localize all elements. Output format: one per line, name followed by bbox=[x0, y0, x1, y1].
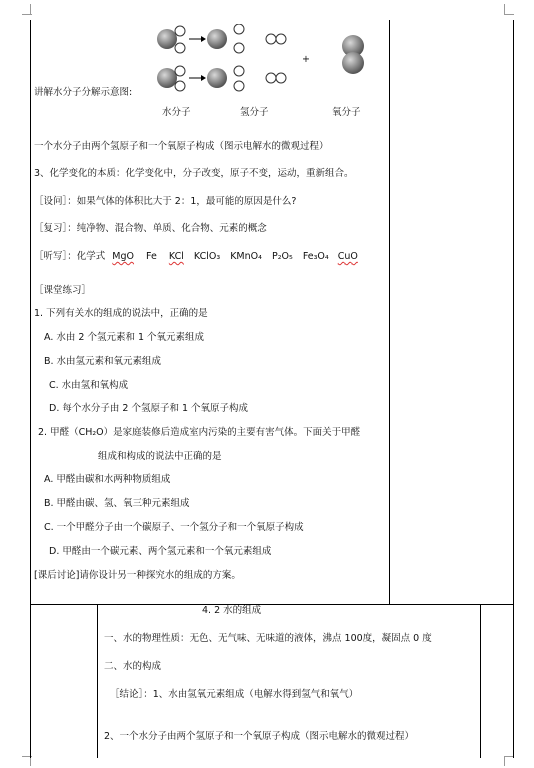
hydrogen-molecule bbox=[266, 34, 286, 44]
plus-sign: + bbox=[302, 54, 310, 65]
board-title: 4. 2 水的组成 bbox=[202, 605, 262, 616]
board-line: 二、水的构成 bbox=[104, 661, 162, 672]
crop-mark bbox=[504, 756, 505, 766]
text-line: 3、化学变化的本质：化学变化中，分子改变，原子不变，运动，重新组合。 bbox=[34, 168, 354, 179]
q2-option-b: B. 甲醛由碳、氢、氧三种元素组成 bbox=[44, 498, 190, 509]
formula: KCl bbox=[168, 251, 184, 262]
water-electrolysis-diagram bbox=[140, 24, 380, 102]
question-1-stem: 1. 下列有关水的组成的说法中，正确的是 bbox=[34, 308, 208, 319]
board-line: 一、水的物理性质：无色、无气味、无味道的液体，沸点 100度，凝固点 0 度 bbox=[104, 633, 432, 644]
label-oxygen-molecule: 氧分子 bbox=[332, 107, 361, 118]
q2-option-a: A. 甲醛由碳和水两种物质组成 bbox=[44, 474, 171, 485]
crop-mark bbox=[504, 14, 514, 15]
formula: MgO bbox=[112, 251, 135, 262]
oxygen-molecule bbox=[342, 35, 364, 74]
formula: P₂O₅ bbox=[271, 251, 293, 262]
arrow-icon bbox=[189, 75, 206, 81]
formula: Fe bbox=[146, 251, 157, 262]
water-molecule bbox=[207, 66, 244, 91]
text-line: 一个水分子由两个氢原子和一个氧原子构成（图示电解水的微观过程） bbox=[34, 141, 329, 152]
board-line: 2、一个水分子由两个氢原子和一个氧原子构成（图示电解水的微观过程） bbox=[104, 731, 415, 742]
crop-mark bbox=[504, 4, 505, 15]
text-line: ［复习］：纯净物、混合物、单质、化合物、元素的概念 bbox=[34, 223, 267, 234]
water-molecule bbox=[157, 26, 185, 53]
q1-option-c: C. 水由氢和氧构成 bbox=[49, 380, 129, 391]
crop-mark bbox=[30, 4, 31, 15]
board-line: ［结论］：1、水由氢氧元素组成（电解水得到氢气和氧气） bbox=[110, 689, 359, 700]
q1-option-d: D. 每个水分子由 2 个氢原子和 1 个氧原子构成 bbox=[49, 403, 249, 414]
q1-option-b: B. 水由氢元素和氧元素组成 bbox=[44, 356, 162, 367]
discussion-line: [课后讨论]请你设计另一种探究水的组成的方案。 bbox=[34, 570, 241, 581]
q2-option-d: D. 甲醛由一个碳元素、两个氢元素和一个氧元素组成 bbox=[49, 546, 272, 557]
question-2-stem: 2. 甲醛（CH₂O）是家庭装修后造成室内污染的主要有害气体。下面关于甲醛 bbox=[38, 427, 361, 438]
text-line: ［设问］：如果气体的体积比大于 2：1，最可能的原因是什么? bbox=[34, 196, 297, 207]
formula: KMnO₄ bbox=[230, 251, 262, 262]
hydrogen-molecule bbox=[266, 73, 286, 83]
label-hydrogen-molecule: 氢分子 bbox=[240, 107, 269, 118]
formula: Fe₃O₄ bbox=[302, 251, 329, 262]
q1-option-a: A. 水由 2 个氢元素和 1 个氧元素组成 bbox=[44, 332, 205, 343]
arrow-icon bbox=[189, 36, 206, 42]
practice-heading: ［课堂练习］ bbox=[34, 285, 92, 296]
formula: KClO₃ bbox=[193, 251, 221, 262]
dictation-line bbox=[34, 251, 358, 263]
formula: CuO bbox=[337, 251, 358, 262]
q2-option-c: C. 一个甲醛分子由一个碳原子、一个氢分子和一个氧原子构成 bbox=[44, 522, 304, 533]
diagram-intro: 讲解水分子分解示意图: bbox=[34, 87, 133, 98]
dictation-label: ［听写］：化学式 bbox=[34, 251, 106, 262]
question-2-stem-cont: 组成和构成的说法中正确的是 bbox=[98, 451, 222, 462]
water-molecule bbox=[207, 24, 244, 53]
label-water-molecule: 水分子 bbox=[162, 107, 191, 118]
water-molecule bbox=[157, 66, 185, 91]
